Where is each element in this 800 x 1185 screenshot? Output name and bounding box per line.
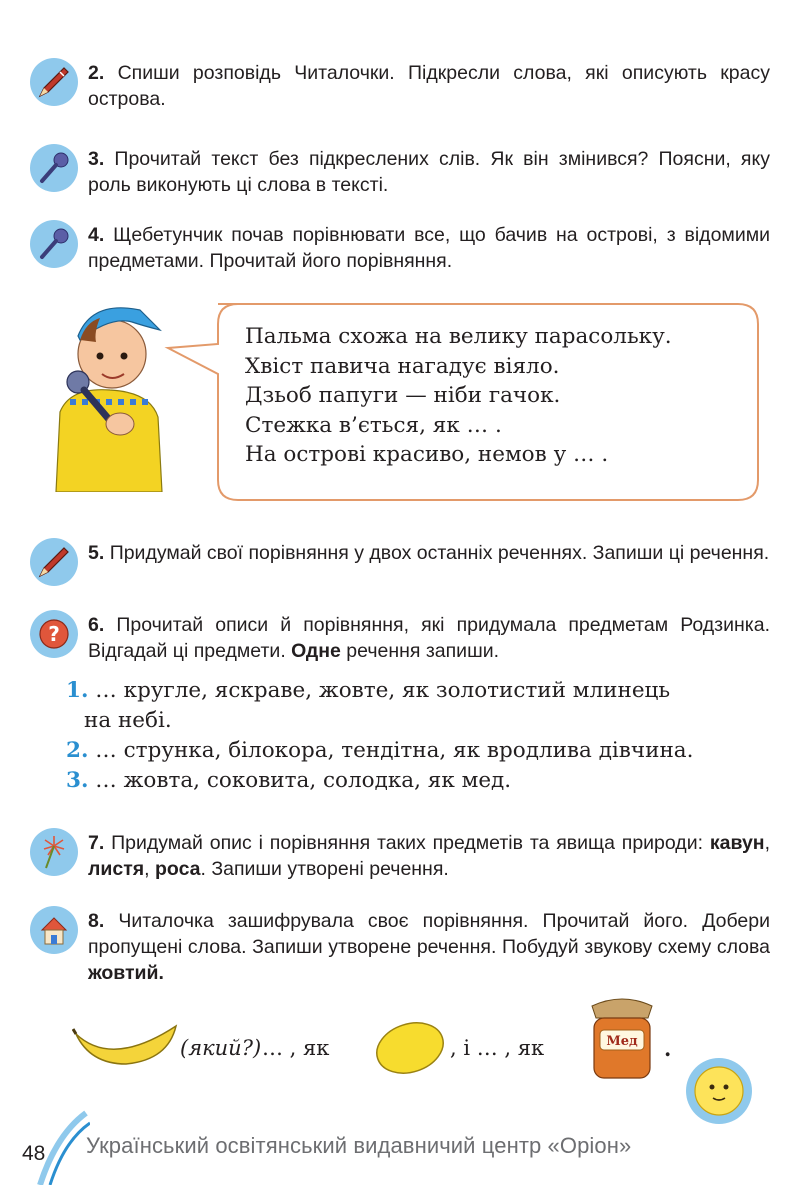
- task-number: 4.: [88, 224, 105, 246]
- task-number: 7.: [88, 832, 105, 854]
- cipher-question: (який?): [180, 1036, 262, 1060]
- jar-label: Мед: [606, 1034, 638, 1049]
- bubble-line: Стежка в’ється, як … .: [245, 412, 502, 438]
- microphone-icon: [30, 220, 78, 268]
- task-number: 3.: [88, 148, 105, 170]
- honey-jar-picture: [582, 988, 662, 1084]
- task-text: Придумай свої порівняння у двох останніх реченнях. Запиши ці речення.: [109, 542, 770, 564]
- cipher-part-2: , і … , як: [450, 1036, 545, 1060]
- task-bold-word: жовтий.: [88, 962, 164, 984]
- task-text: Щебетунчик почав порівнювати все, що бачив на острові, з відомими предметами. Прочитай його порівняння.: [88, 224, 771, 272]
- question-icon: [30, 610, 78, 658]
- lemon-picture: [372, 1014, 450, 1078]
- task-text: Читалочка зашифрувала своє порівняння. Прочитай його. Добери пропущені слова. Запиши утворене речення. Побудуй звукову схему слова: [88, 910, 770, 958]
- list-number: 1.: [66, 678, 89, 703]
- list-text: … струнка, білокора, тендітна, як вродлива дівчина.: [95, 738, 694, 763]
- task-bold-word: роса: [155, 858, 201, 880]
- dandelion-icon: [30, 828, 78, 876]
- bubble-line: На острові красиво, немов у … .: [245, 442, 609, 467]
- list-item: [66, 766, 766, 796]
- comparison-list: [66, 676, 766, 796]
- task-number: 5.: [88, 542, 105, 564]
- microphone-icon: [30, 144, 78, 192]
- list-text: … жовта, соковита, солодка, як мед.: [95, 768, 512, 793]
- pen-icon: [30, 538, 78, 586]
- list-number: 2.: [66, 738, 89, 763]
- task-separator: ,: [144, 858, 155, 880]
- task-bold-word: листя: [88, 858, 145, 880]
- boy-with-microphone-illustration: [40, 292, 180, 492]
- task-text: Прочитай описи й порівняння, які придумала предметам Родзинка. Відгадай ці предмети.: [88, 614, 770, 662]
- task-text: . Запиши утворені речення.: [200, 858, 449, 880]
- speech-bubble: [160, 296, 765, 508]
- task-bold-word: кавун: [709, 832, 765, 854]
- task-text: речення запиши.: [340, 640, 500, 662]
- list-item: [66, 736, 766, 766]
- cipher-part-1: … , як: [262, 1036, 330, 1060]
- task-separator: ,: [764, 832, 770, 854]
- task-bold-word: Одне: [291, 640, 341, 662]
- task-text: Придумай опис і порівняння таких предметів та явища природи:: [111, 832, 710, 854]
- bubble-line: Хвіст павича нагадує віяло.: [245, 353, 560, 379]
- task-text: Прочитай текст без підкреслених слів. Як він змінився? Поясни, яку роль виконують ці слова в тексті.: [88, 148, 770, 196]
- page-number: 48: [22, 1142, 46, 1165]
- smiley-icon: [684, 1056, 754, 1126]
- list-text: … кругле, яскраве, жовте, як золотистий млинець: [95, 678, 671, 703]
- task-number: 6.: [88, 614, 105, 636]
- cipher-sentence: [72, 1012, 692, 1086]
- task-text: Спиши розповідь Читалочки. Підкресли слова, які описують красу острова.: [88, 62, 770, 110]
- pen-icon: [30, 58, 78, 106]
- banana-picture: [72, 1020, 182, 1068]
- task-number: 8.: [88, 910, 105, 932]
- bubble-line: Пальма схожа на велику парасольку.: [245, 324, 672, 349]
- house-icon: [30, 906, 78, 954]
- task-number: 2.: [88, 62, 105, 84]
- list-number: 3.: [66, 768, 89, 793]
- publisher-name: Український освітянський видавничий центр «Оріон»: [86, 1133, 632, 1158]
- list-item: [66, 676, 766, 706]
- cipher-end: .: [664, 1036, 672, 1061]
- bubble-line: Дзьоб папуги — ніби гачок.: [245, 383, 561, 408]
- list-item-continuation: на небі.: [84, 708, 172, 733]
- svg-text:?: ?: [48, 622, 60, 646]
